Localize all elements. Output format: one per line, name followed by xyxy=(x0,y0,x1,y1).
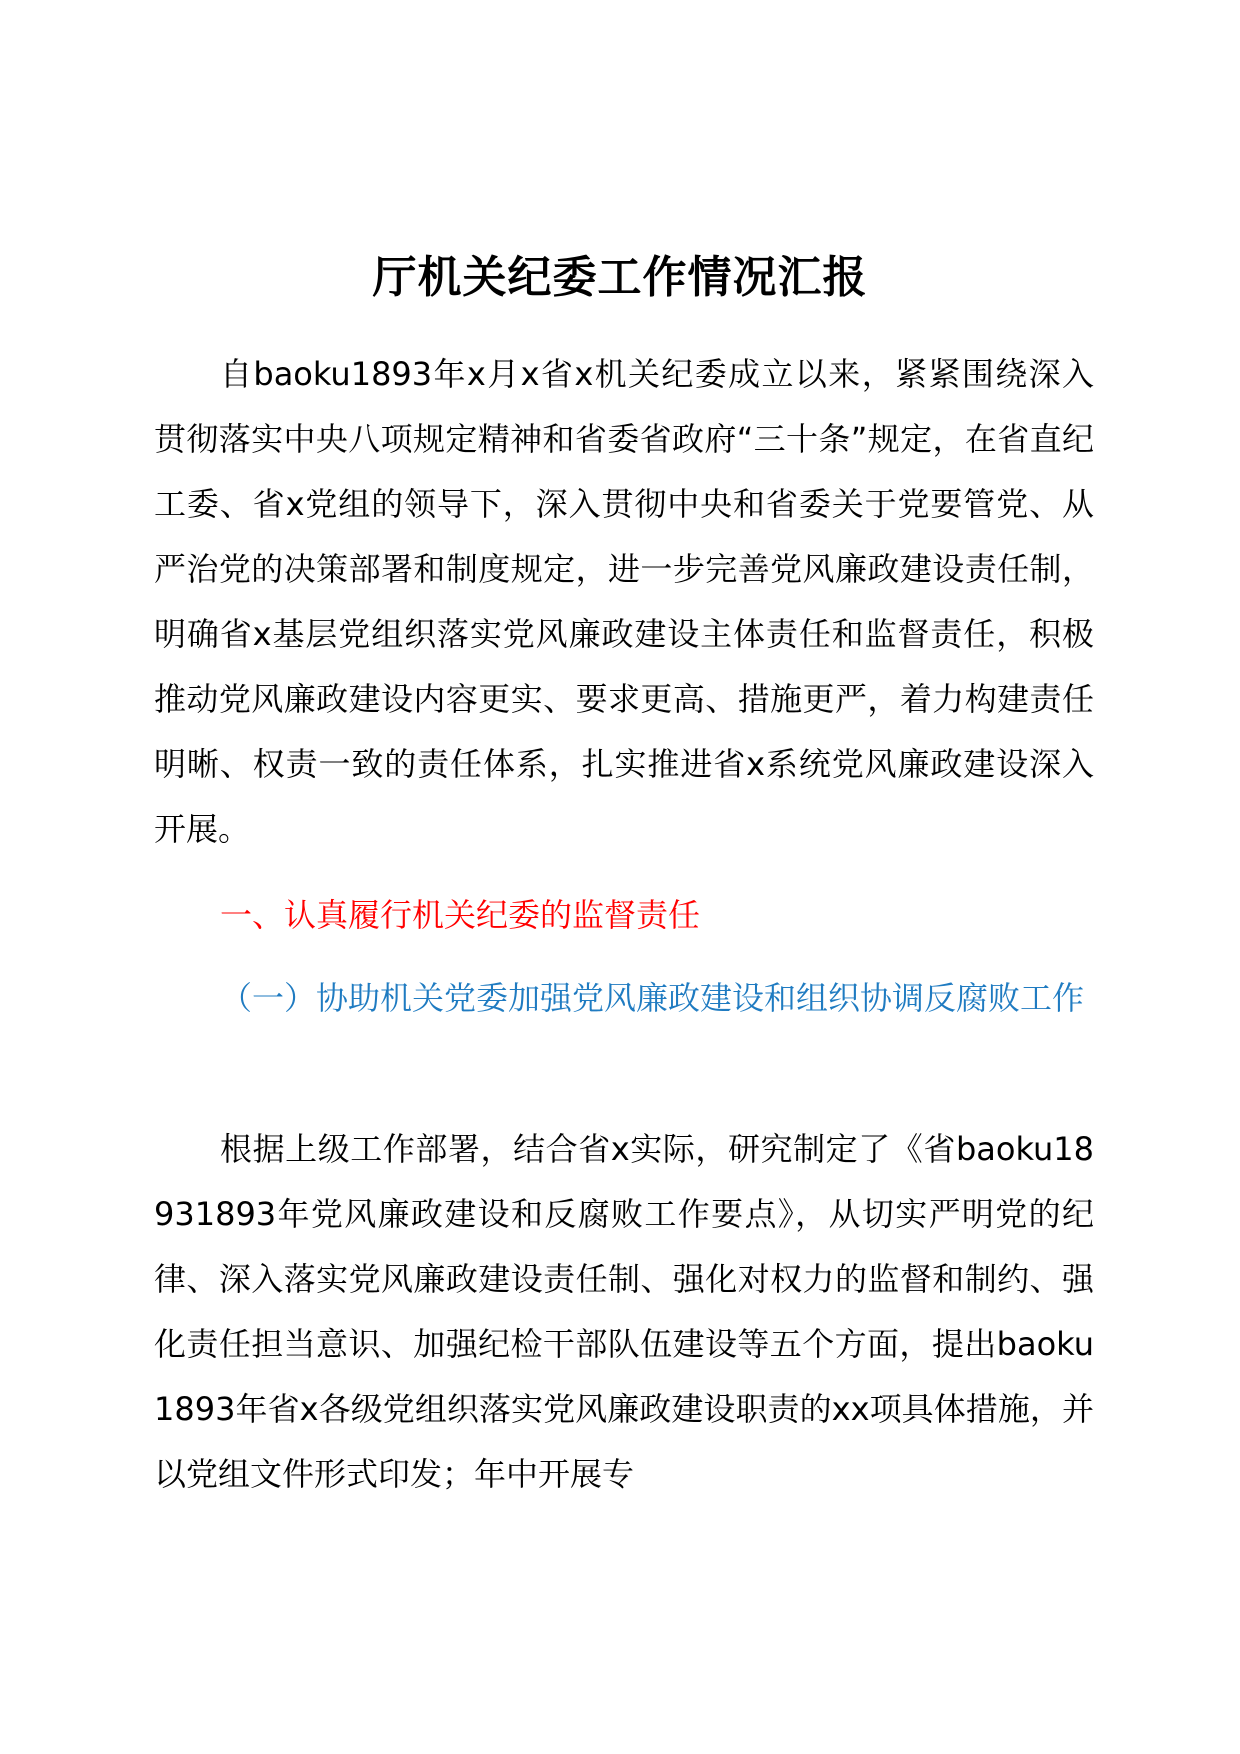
subsection-heading-1: （一）协助机关党委加强党风廉政建设和组织协调反腐败工作 xyxy=(220,979,1085,1017)
document-title: 厅机关纪委工作情况汇报 xyxy=(372,252,868,303)
intro-paragraph: 自baoku1893年x月x省x机关纪委成立以来，紧紧围绕深入贯彻落实中央八项规定精神和省委省政府“三十条”规定，在省直纪工委、省x党组的领导下，深入贯彻中央和省委关于党要管党、从严治党的决策部署和制度规定，进一步完善党风廉政建设责任制，明确省x基层党组织落实党风廉政建设主体责任和监督责任，积极推动党风廉政建设内容更实、要求更高、措施更严，着力构建责任明晰、权责一致的责任体系，扎实推进省x系统党风廉政建设深入开展。 xyxy=(154,355,1094,848)
body-paragraph: 根据上级工作部署，结合省x实际，研究制定了《省baoku18931893年党风廉政建设和反腐败工作要点》，从切实严明党的纪律、深入落实党风廉政建设责任制、强化对权力的监督和制约、强化责任担当意识、加强纪检干部队伍建设等五个方面，提出baoku1893年省x各级党组织落实党风廉政建设职责的xx项具体措施，并以党组文件形式印发；年中开展专 xyxy=(154,1130,1094,1493)
section-heading-1: 一、认真履行机关纪委的监督责任 xyxy=(220,896,701,934)
